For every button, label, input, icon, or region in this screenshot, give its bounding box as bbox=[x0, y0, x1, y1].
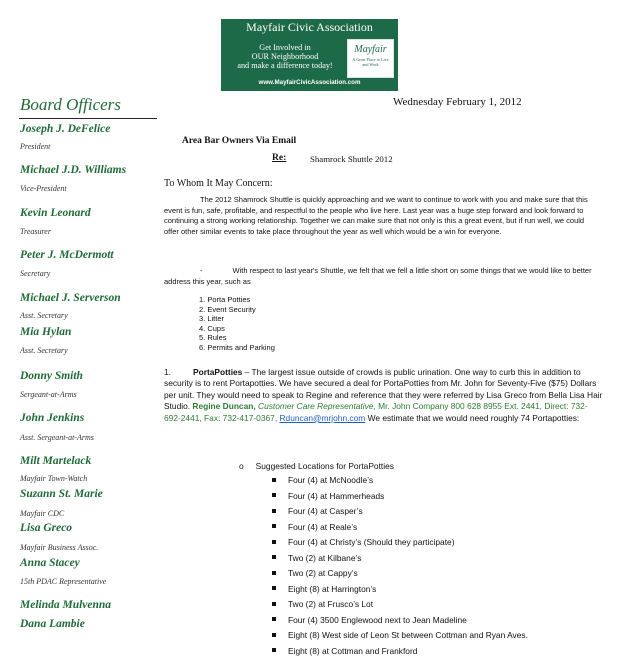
contact-title: Customer Care Representative, bbox=[258, 401, 376, 411]
logo-name: Mayfair bbox=[350, 44, 391, 55]
list-item: Four (4) at Hammerheads bbox=[272, 489, 528, 505]
officer-name: Mia Hylan bbox=[20, 326, 71, 338]
officer-name: Kevin Leonard bbox=[20, 207, 91, 219]
square-bullet-icon bbox=[272, 633, 276, 637]
banner-title: Mayfair Civic Association bbox=[221, 20, 398, 35]
officer-name: Dana Lambie bbox=[20, 618, 85, 630]
sidebar-divider bbox=[19, 118, 157, 119]
list-item: Eight (8) West side of Leon St between Cottman and Ryan Aves. bbox=[272, 628, 528, 644]
banner-url: www.MayfairCivicAssociation.com bbox=[221, 79, 398, 86]
officer-name: Anna Stacey bbox=[20, 557, 80, 569]
salutation: To Whom It May Concern: bbox=[164, 178, 273, 189]
officer-name: John Jenkins bbox=[20, 412, 84, 424]
issues-dash: - bbox=[200, 266, 203, 275]
list-item: Two (2) at Kilbane’s bbox=[272, 551, 528, 567]
list-item: Four (4) at Reale’s bbox=[272, 520, 528, 536]
list-item: Two (2) at Cappy’s bbox=[272, 566, 528, 582]
banner-slogan-line-1: Get Involved in bbox=[227, 43, 343, 52]
list-item: 1. Porta Potties bbox=[199, 295, 275, 305]
locations-list bbox=[272, 473, 528, 659]
officer-name: Michael J. Serverson bbox=[20, 292, 121, 304]
officer-role: Sergeant-at-Arms bbox=[20, 390, 77, 399]
officer-role: Treasurer bbox=[20, 227, 51, 236]
officer-role: Mayfair CDC bbox=[20, 509, 64, 518]
item-number: 1. bbox=[164, 367, 171, 377]
square-bullet-icon bbox=[272, 524, 276, 528]
board-officers-title: Board Officers bbox=[20, 95, 121, 115]
officer-name: Suzann St. Marie bbox=[20, 488, 103, 500]
officer-name: Peter J. McDermott bbox=[20, 249, 114, 261]
list-item: 4. Cups bbox=[199, 324, 275, 334]
square-bullet-icon bbox=[272, 602, 276, 606]
officer-name: Donny Smith bbox=[20, 370, 83, 382]
list-item: Four (4) at Christy’s (Should they participate) bbox=[272, 535, 528, 551]
square-bullet-icon bbox=[272, 509, 276, 513]
locations-subheading bbox=[239, 461, 394, 471]
officer-role: Vice-President bbox=[20, 184, 67, 193]
issues-paragraph-text: With respect to last year's Shuttle, we felt that we fell a little short on some things that we would like to better address this year, such as bbox=[164, 266, 592, 286]
logo-tagline: A Great Place to Live and Work bbox=[349, 57, 392, 67]
contact-email-link[interactable]: Rduncan@mrjohn.com bbox=[279, 413, 365, 423]
re-label: Re: bbox=[272, 153, 286, 163]
item-text-estimate: We estimate that we would need roughly 74 Portapotties: bbox=[365, 413, 579, 423]
list-item: 5. Rules bbox=[199, 333, 275, 343]
list-item: 6. Permits and Parking bbox=[199, 343, 275, 353]
square-bullet-icon bbox=[272, 493, 276, 497]
list-item: Four (4) at Casper’s bbox=[272, 504, 528, 520]
header-banner bbox=[221, 19, 398, 91]
issues-paragraph bbox=[164, 266, 596, 287]
officer-role: 15th PDAC Representative bbox=[20, 577, 106, 586]
list-item: Four (4) 3500 Englewood next to Jean Madeline bbox=[272, 613, 528, 629]
re-subject: Shamrock Shuttle 2012 bbox=[310, 154, 393, 164]
square-bullet-icon bbox=[272, 540, 276, 544]
officer-name: Joseph J. DeFelice bbox=[20, 123, 110, 135]
square-bullet-icon bbox=[272, 617, 276, 621]
list-item: 3. Litter bbox=[199, 314, 275, 324]
officer-role: Secretary bbox=[20, 269, 50, 278]
square-bullet-icon bbox=[272, 555, 276, 559]
officer-name: Milt Martelack bbox=[20, 455, 91, 467]
officer-role: Mayfair Business Assoc. bbox=[20, 543, 98, 552]
officer-role: Asst. Secretary bbox=[20, 346, 68, 355]
mayfair-logo bbox=[347, 39, 394, 78]
square-bullet-icon bbox=[272, 586, 276, 590]
banner-slogan-line-3: and make a difference today! bbox=[227, 61, 343, 70]
banner-slogan-line-2: OUR Neighborhood bbox=[227, 52, 343, 61]
square-bullet-icon bbox=[272, 571, 276, 575]
intro-paragraph bbox=[164, 195, 596, 237]
officer-name: Michael J.D. Williams bbox=[20, 164, 126, 176]
officer-role: Asst. Sergeant-at-Arms bbox=[20, 433, 94, 442]
square-bullet-icon bbox=[272, 648, 276, 652]
intro-paragraph-text: The 2012 Shamrock Shuttle is quickly approaching and we want to continue to work with you and make sure that this event is fun, safe, profitable, and respectful to the people who live here. Last year was a huge step forward and look forward to continuing a strong working relationship. Together we can make sure that not only is this a great event, but if run well, we could offer other similar events to take place throughout the year as well which would be a win for everyone. bbox=[164, 195, 588, 236]
circle-bullet-icon: o bbox=[239, 461, 244, 471]
issues-list bbox=[199, 295, 275, 353]
officer-name: Melinda Mulvenna bbox=[20, 599, 111, 611]
item-text: – The largest issue outside of crowds is public urination. One way to curb this in addition to security is to rent Portapotties. We have secured a deal for PortaPotties from Mr. John for Seventy-Five ($75) Dollars per unit. They would need to speak to Regine and reference that they were referred by Lisa Greco from Bella Lisa Hair Studio. bbox=[164, 367, 602, 411]
list-item: Eight (8) at Harrington’s bbox=[272, 582, 528, 598]
contact-name: Regine Duncan, bbox=[192, 401, 255, 411]
locations-heading-text: Suggested Locations for PortaPotties bbox=[256, 461, 394, 471]
contact-company: Mr. John Company 800 628 8955 Ext. 2441, Direct: 732-692-2441, Fax: 732-417-0367, bbox=[164, 401, 588, 422]
square-bullet-icon bbox=[272, 478, 276, 482]
officer-name: Lisa Greco bbox=[20, 522, 72, 534]
officer-role: Mayfair Town-Watch bbox=[20, 474, 87, 483]
officer-role: Asst. Secretary bbox=[20, 311, 68, 320]
list-item: 2. Event Security bbox=[199, 305, 275, 315]
list-item: Two (2) at Frusco’s Lot bbox=[272, 597, 528, 613]
list-item: Eight (8) at Cottman and Frankford bbox=[272, 644, 528, 659]
list-item: Four (4) at McNoodle’s bbox=[272, 473, 528, 489]
officer-role: President bbox=[20, 142, 50, 151]
letter-date: Wednesday February 1, 2012 bbox=[393, 96, 522, 108]
letter-recipient: Area Bar Owners Via Email bbox=[182, 136, 296, 146]
item-title: PortaPotties bbox=[193, 367, 242, 377]
portapotties-section bbox=[164, 367, 604, 424]
